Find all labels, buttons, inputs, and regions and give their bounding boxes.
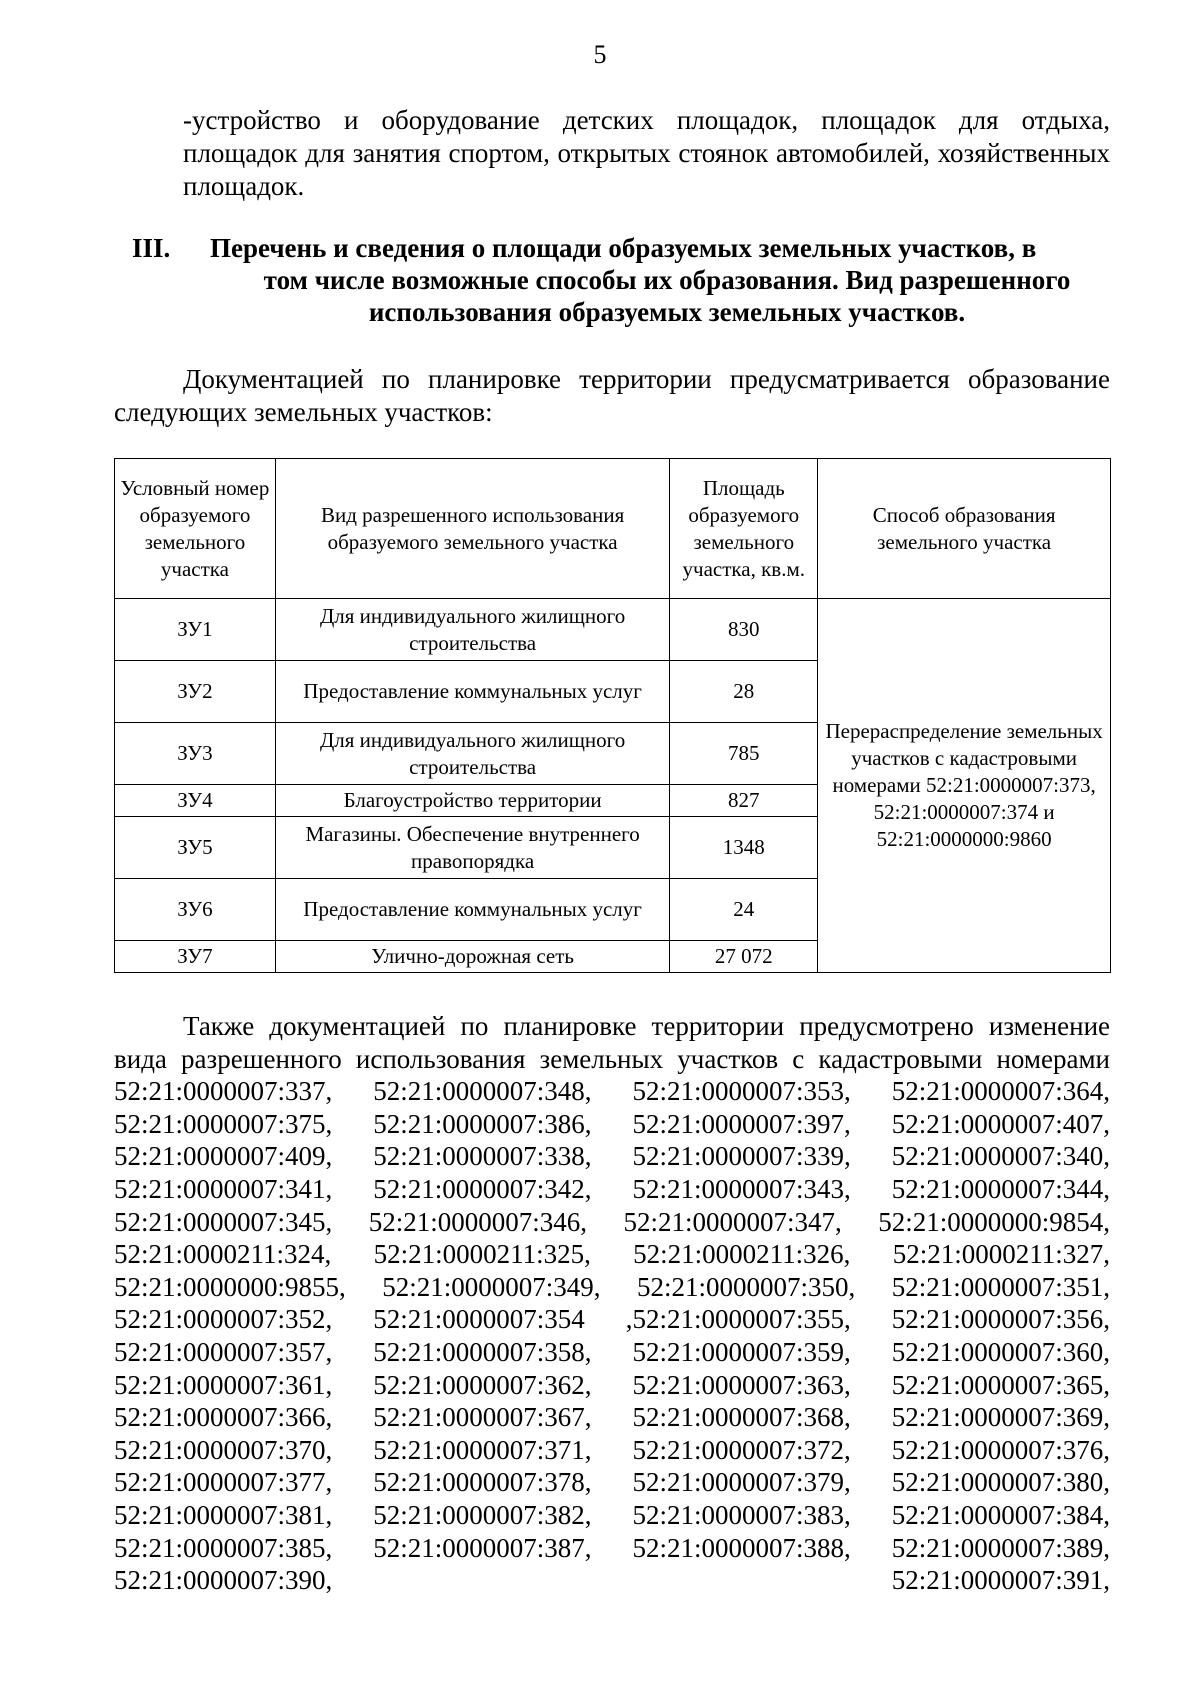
header-area: Площадь образуемого земельного участка, кв.м. xyxy=(670,459,818,599)
closing-paragraph: Также документацией по планировке территории предусмотрено изменение вида разрешенного использования земельных участков с кадастровыми номерами 52:21:0000007:337, 52:21:0000007:348, 52:21:0000007:353, 52:21:0000007:364, 52:21:0000007:375, 52:21:0000007:386, 52:21:0000007:397, 52:21:0000007:407, 52:21:0000007:409, 52:21:0000007:338, 52:21:0000007:339, 52:21:0000007:340, 52:21:0000007:341, 52:21:0000007:342, 52:21:0000007:343, 52:21:0000007:344, 52:21:0000007:345, 52:21:0000007:346, 52:21:0000007:347, 52:21:0000000:9854, 52:21:0000211:324, 52:21:0000211:325, 52:21:0000211:326, 52:21:0000211:327, 52:21:0000000:9855, 52:21:0000007:349, 52:21:0000007:350, 52:21:0000007:351, 52:21:0000007:352, 52:21:0000007:354 ,52:21:0000007:355, 52:21:0000007:356, 52:21:0000007:357, 52:21:0000007:358, 52:21:0000007:359, 52:21:0000007:360, 52:21:0000007:361, 52:21:0000007:362, 52:21:0000007:363, 52:21:0000007:365, 52:21:0000007:366, 52:21:0000007:367, 52:21:0000007:368, 52:21:0000007:369, 52:21:0000007:370, 52:21:0000007:371, 52:21:0000007:372, 52:21:0000007:376, 52:21:0000007:377, 52:21:0000007:378, 52:21:0000007:379, 52:21:0000007:380, 52:21:0000007:381, 52:21:0000007:382, 52:21:0000007:383, 52:21:0000007:384, 52:21:0000007:385, 52:21:0000007:387, 52:21:0000007:388, 52:21:0000007:389, 52:21:0000007:390, 52:21:0000007:391, xyxy=(114,1011,1110,1596)
intro-paragraph: Документацией по планировке территории предусматривается образование следующих земельных участков: xyxy=(114,364,1110,427)
table-row xyxy=(115,599,1111,661)
header-permitted-use: Вид разрешенного использования образуемого земельного участка xyxy=(275,459,669,599)
plot-use: Предоставление коммунальных услуг xyxy=(275,661,669,723)
plot-id: ЗУ2 xyxy=(115,661,276,723)
plot-area: 1348 xyxy=(670,817,818,879)
plot-use: Благоустройство территории xyxy=(275,785,669,817)
plot-id: ЗУ1 xyxy=(115,599,276,661)
plot-use: Улично-дорожная сеть xyxy=(275,941,669,973)
plot-area: 27 072 xyxy=(670,941,818,973)
plot-area: 827 xyxy=(670,785,818,817)
plot-id: ЗУ6 xyxy=(115,879,276,941)
plot-id: ЗУ7 xyxy=(115,941,276,973)
plots-table xyxy=(114,458,1111,973)
formation-method: Перераспределение земельных участков с кадастровыми номерами 52:21:0000007:373, 52:21:0000007:374 и 52:21:0000000:9860 xyxy=(818,599,1111,973)
section-title-line2: том числе возможные способы их образования. Вид разрешенного xyxy=(263,265,1071,295)
plot-area: 830 xyxy=(670,599,818,661)
plot-use: Предоставление коммунальных услуг xyxy=(275,879,669,941)
header-plot-number: Условный номер образуемого земельного участка xyxy=(115,459,276,599)
section-number: III. xyxy=(132,233,171,263)
table-header-row xyxy=(115,459,1111,599)
plot-use: Для индивидуального жилищного строительства xyxy=(275,723,669,785)
page-number: 5 xyxy=(593,40,607,69)
plot-area: 28 xyxy=(670,661,818,723)
header-formation-method: Способ образования земельного участка xyxy=(818,459,1111,599)
plot-area: 24 xyxy=(670,879,818,941)
paragraph-top: -устройство и оборудование детских площадок, площадок для отдыха, площадок для занятия спортом, открытых стоянок автомобилей, хозяйственных площадок. xyxy=(183,105,1110,201)
plot-area: 785 xyxy=(670,723,818,785)
plot-use: Для индивидуального жилищного строительства xyxy=(275,599,669,661)
plot-id: ЗУ3 xyxy=(115,723,276,785)
section-title-line1: Перечень и сведения о площади образуемых земельных участков, в xyxy=(210,233,1037,263)
section-title-line3: использования образуемых земельных участков. xyxy=(368,297,966,327)
plot-id: ЗУ4 xyxy=(115,785,276,817)
plot-use: Магазины. Обеспечение внутреннего правопорядка xyxy=(275,817,669,879)
plot-id: ЗУ5 xyxy=(115,817,276,879)
